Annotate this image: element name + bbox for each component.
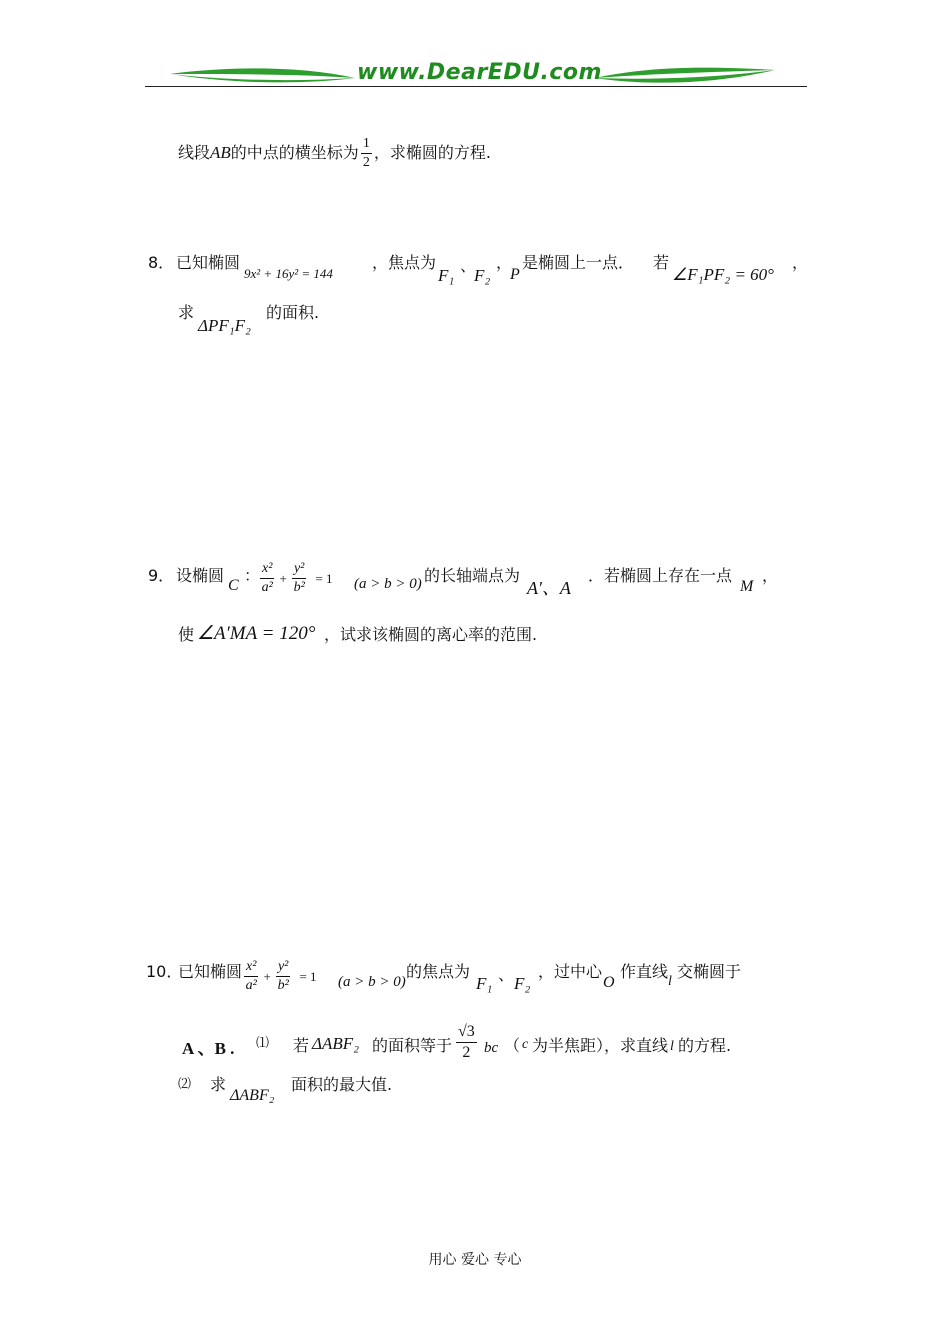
p10-triangle: ΔABF₂ bbox=[312, 1034, 360, 1053]
p10-plus: + bbox=[263, 969, 271, 984]
p10-fraction bbox=[456, 1024, 477, 1061]
p10-l2: l bbox=[670, 1039, 674, 1054]
p10-text5: 交椭圆于 bbox=[677, 962, 742, 981]
p8-text3: ， bbox=[496, 253, 513, 272]
p8-text5: 若 bbox=[653, 253, 670, 272]
header-rule bbox=[145, 86, 807, 87]
p9-colon: ： bbox=[244, 566, 261, 585]
p7-text3: ，求椭圆的方程. bbox=[373, 143, 491, 162]
p10-y-den: b² bbox=[277, 978, 289, 993]
p10-part1-marker: ⑴ bbox=[256, 1036, 270, 1051]
p9-eq1: = 1 bbox=[315, 571, 333, 586]
p10-o: O bbox=[603, 974, 615, 991]
p8-text2: ，焦点为 bbox=[372, 253, 437, 272]
p7-frac-num: 1 bbox=[361, 137, 372, 154]
p10-x-num: x² bbox=[244, 960, 258, 977]
p10-text2: 的焦点为 bbox=[406, 962, 471, 981]
p9-number: 9． bbox=[148, 566, 175, 585]
p8-text6: ， bbox=[792, 253, 809, 272]
p10-text3: ，过中心 bbox=[538, 962, 603, 981]
p10-text9: 为半焦距），求直线 bbox=[532, 1036, 669, 1055]
p10-frac-num: √3 bbox=[456, 1024, 477, 1043]
p9-frac-x bbox=[260, 562, 274, 595]
page-footer: 用心 爱心 专心 bbox=[428, 1252, 522, 1268]
p10-l: l bbox=[668, 974, 672, 989]
p9-y-den: b² bbox=[293, 580, 305, 595]
p10-frac-y bbox=[276, 960, 290, 993]
p8-f2: F₂ bbox=[474, 266, 491, 285]
p10-y-num: y² bbox=[276, 960, 290, 977]
p10-condition: (a > b > 0) bbox=[338, 974, 406, 990]
p10-frac-x bbox=[244, 960, 258, 993]
p8-text1: 已知椭圆 bbox=[176, 253, 241, 272]
p9-x-num: x² bbox=[260, 562, 274, 579]
p7-text2: 的中点的横坐标为 bbox=[230, 143, 359, 162]
p9-c: C bbox=[228, 577, 239, 594]
p9-x-den: a² bbox=[261, 580, 273, 595]
p9-text1: 设椭圆 bbox=[176, 566, 225, 585]
p8-text7: 求 bbox=[178, 303, 195, 322]
p10-text4: 作直线 bbox=[620, 962, 669, 981]
p9-condition: (a > b > 0) bbox=[354, 576, 422, 592]
p10-part2-marker: ⑵ bbox=[178, 1077, 192, 1092]
p10-triangle2: ΔABF₂ bbox=[230, 1087, 275, 1104]
p9-text3: ．若椭圆上存在一点 bbox=[588, 566, 733, 585]
p10-bc: bc bbox=[484, 1040, 499, 1056]
p7-fraction bbox=[361, 137, 372, 170]
p10-frac-den: 2 bbox=[462, 1044, 471, 1061]
p8-triangle: ΔPF₁F₂ bbox=[198, 316, 251, 335]
p9-plus: + bbox=[279, 571, 287, 586]
p10-equation bbox=[244, 960, 317, 993]
problem7-line bbox=[178, 137, 491, 170]
p10-text7: 的面积等于 bbox=[372, 1036, 453, 1055]
p9-text6: ，试求该椭圆的离心率的范围. bbox=[324, 625, 538, 644]
p10-c: c bbox=[522, 1037, 529, 1052]
p8-number: 8． bbox=[148, 253, 175, 272]
p9-text4: ， bbox=[762, 566, 779, 585]
p7-ab: AB bbox=[210, 143, 231, 162]
p10-eq1: = 1 bbox=[299, 969, 317, 984]
p7-text1: 线段 bbox=[178, 143, 211, 162]
p8-equation: 9x² + 16y² = 144 bbox=[244, 266, 333, 281]
p9-text5: 使 bbox=[178, 625, 195, 644]
p8-text8: 的面积. bbox=[266, 303, 320, 322]
p9-m: M bbox=[740, 578, 754, 595]
p10-x-den: a² bbox=[245, 978, 257, 993]
p10-text12: 面积的最大值. bbox=[291, 1075, 393, 1094]
p8-sep: 、 bbox=[460, 256, 477, 275]
logo-text: www.DearEDU.com bbox=[357, 60, 602, 85]
p10-sep: 、 bbox=[498, 965, 515, 984]
p9-text2: 的长轴端点为 bbox=[424, 566, 521, 585]
p10-text8: （ bbox=[504, 1036, 521, 1055]
p10-ab: A 、B . bbox=[182, 1039, 235, 1058]
p9-frac-y bbox=[292, 562, 306, 595]
p10-text6: 若 bbox=[293, 1036, 310, 1055]
p10-f2: F₂ bbox=[514, 974, 531, 993]
p8-angle: ∠F₁PF₂ = 60° bbox=[672, 265, 774, 284]
p8-p: P bbox=[510, 266, 520, 283]
p9-points: A′、A bbox=[527, 578, 571, 598]
p10-text10: 的方程. bbox=[678, 1036, 732, 1055]
p9-y-num: y² bbox=[292, 562, 306, 579]
p9-angle: ∠A′MA = 120° bbox=[197, 623, 316, 644]
p9-equation bbox=[260, 562, 333, 595]
p10-text11: 求 bbox=[210, 1075, 227, 1094]
p7-frac-den: 2 bbox=[362, 155, 370, 170]
p8-f1: F₁ bbox=[438, 266, 455, 285]
p10-number: 10． bbox=[146, 962, 183, 981]
p10-f1: F₁ bbox=[476, 974, 493, 993]
p10-text1: 已知椭圆 bbox=[178, 962, 243, 981]
p8-text4: 是椭圆上一点． bbox=[522, 253, 635, 272]
